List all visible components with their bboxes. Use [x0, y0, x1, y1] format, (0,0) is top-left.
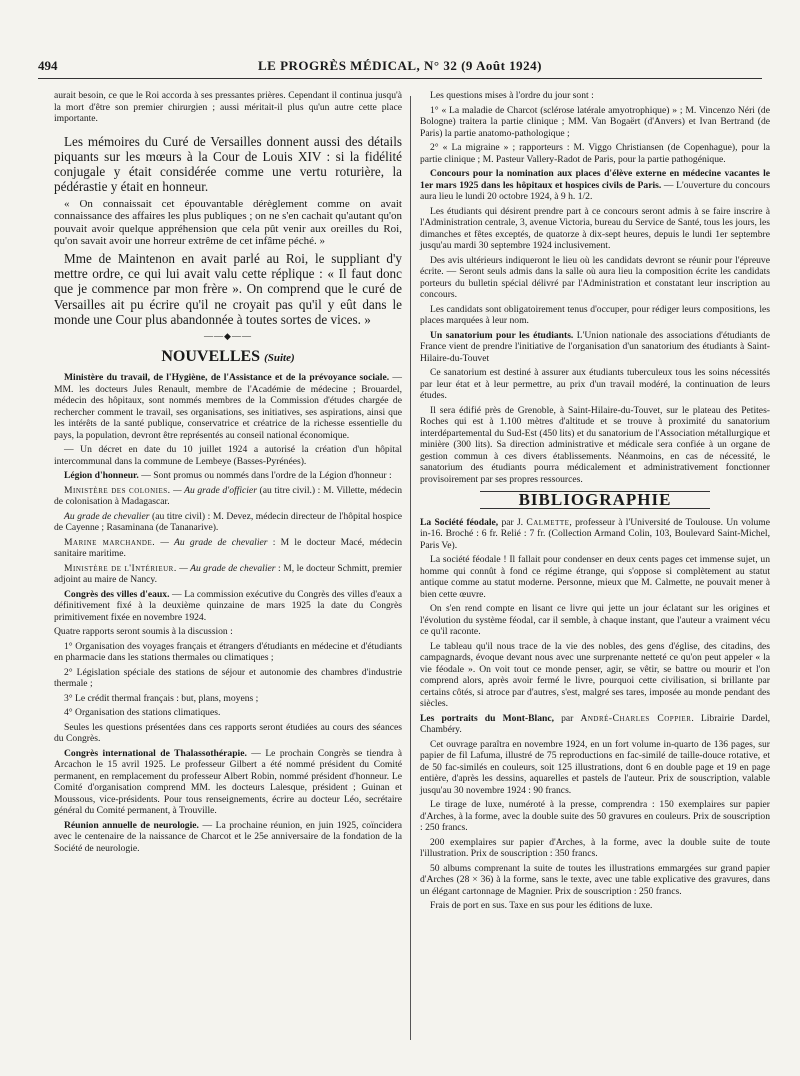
news-body: — La prochaine réunion, en juin 1925, coïncidera avec le centenaire de la naissance de Charcot et le 25e anniversaire de la fondation de la Société de neurologie.	[54, 819, 402, 854]
news-heading: Ministère du travail, de l'Hygiène, de l'Assistance et de la prévoyance sociale.	[64, 372, 390, 384]
news-item	[54, 563, 402, 586]
news-heading: Légion d'honneur.	[64, 470, 139, 482]
review-paragraph: Cet ouvrage paraîtra en novembre 1924, en un fort volume in-quarto de 136 pages, sur papier de fil Lafuma, illustré de 75 reproductions en fac-similé de taille-douce rotative, et de 50 fac-similés en couleurs, soit 125 illustrations, dont 6 en double page et 19 en page entière, d'après les dessins, aquarelles et pastels de l'auteur. Prix de souscription, valable jusqu'au 30 novembre 1924 : 90 francs.	[420, 738, 770, 796]
news-heading: Un sanatorium pour les étudiants.	[430, 329, 574, 341]
list-item: 2° Législation spéciale des stations de séjour et autonomie des chambres d'industrie thermale ;	[54, 666, 402, 690]
news-body: — Le prochain Congrès se tiendra à Arcachon le 15 avril 1925. Le professeur Gilbert a été nommé président du Comité permanent, en remplacement du professeur Albert Robin, nommé président d'honneur. Le Comité d'organisation comprend MM. les docteurs Lalesque, président ; Guinan et Moussous, vice-présidents. Pour tous renseignements, écrire au docteur Léo, secrétaire général du Comité permanent, à Trouville.	[54, 747, 402, 817]
news-heading: Congrès des villes d'eaux.	[64, 588, 170, 600]
book-title: Les portraits du Mont-Blanc,	[420, 712, 555, 724]
book-by: par J.	[498, 516, 527, 528]
ministry-label: Marine marchande.	[64, 536, 156, 548]
paragraph: Mme de Maintenon en avait parlé au Roi, le suppliant d'y mettre ordre, ce qui lui avait valu cette réplique : « Il faut donc que je commence par mon frère ». On comprend que le curé de Versailles ait pu écrire qu'il ne croyait pas qu'il y eût dans le monde une Cour plus abandonnée à toutes sortes de vices. »	[54, 250, 402, 327]
paragraph: Les candidats sont obligatoirement tenus d'occuper, pour rédiger leurs compositions, les places marquées à leur nom.	[420, 303, 770, 326]
ministry-label: Ministère des colonies.	[64, 484, 171, 496]
news-body: — MM. les docteurs Jules Renault, membre de l'Académie de médecine ; Brouardel, médecin des hôpitaux, sont nommés membres de la Commission d'études chargée de rechercher comment le travail, ses organisations, ses initiatives, ses aspirations, ainsi que les intérêts de la santé publique, conservatrice et créatrice de la richesse essentielle du pays, la population, devront être représentés au conseil national économique.	[54, 372, 402, 441]
news-item	[54, 511, 402, 534]
grade-label: — Au grade d'officier	[170, 484, 257, 496]
review-paragraph: 50 albums comprenant la suite de toutes les illustrations emmargées sur grand papier d'Arches (28 × 36) à la forme, sans le texte, avec une table explicative des gravures, dans un élégant cartonnage de Magnier. Prix de souscription : 250 francs.	[420, 862, 770, 897]
paragraph: Les questions mises à l'ordre du jour sont :	[430, 90, 594, 101]
news-heading: Congrès international de Thalassothérapie.	[64, 747, 247, 759]
column-divider	[410, 96, 411, 1040]
review-paragraph: Frais de port en sus. Taxe en sus pour les éditions de luxe.	[430, 900, 653, 911]
ornament-divider: ——◆——	[204, 331, 252, 342]
running-header	[38, 56, 762, 78]
review-paragraph: Le tableau qu'il nous trace de la vie des nobles, des gens d'église, des citadins, des campagnards, évoque devant nous avec une surprenante netteté ce qu'on peut appeler « la vie féodale ». On voit tout ce monde penser, agir, se vêtir, se battre ou mourir et l'on comprend alors, après avoir fermé le livre, pourquoi cette civilisation, si brillante par certains côtés, si atroce par d'autres, s'est, malgré ses tares, imposée au monde pendant des siècles.	[420, 640, 770, 709]
news-body: — L'ouverture du concours aura lieu le lundi 20 octobre 1924, à 9 h. 1/2.	[420, 179, 771, 202]
grade-label: — Au grade de chevalier	[176, 562, 276, 574]
news-item	[54, 820, 402, 855]
news-body: : M le docteur Macé, médecin sanitaire maritime.	[54, 536, 403, 560]
page-number: 494	[38, 58, 58, 73]
book-by: par	[554, 712, 581, 724]
list-item: 4° Organisation des stations climatiques.	[64, 707, 221, 719]
paragraph: Des avis ultérieurs indiqueront le lieu où les candidats devront se réunir pour l'épreuve écrite. — Seront seuls admis dans la salle où aura lieu la composition écrite les candidats porteurs du bulletin spécial délivré par l'Administration et constatant leur inscription au concours.	[420, 254, 770, 300]
ministry-label: Ministère de l'Intérieur.	[64, 562, 177, 574]
section-title-suffix: (Suite)	[264, 351, 295, 364]
review-paragraph: Le tirage de luxe, numéroté à la presse, comprendra : 150 exemplaires sur papier d'Arches, à la forme, avec la double suite des 50 gravures en couleurs. Prix de souscription : 250 francs.	[420, 799, 770, 833]
news-item	[420, 168, 770, 203]
review-paragraph: La société féodale ! Il fallait pour condenser en deux cents pages cet immense sujet, un homme qui connût à fond ce régime étrange, qui s'oppose si complètement au statut antique comme au statut moderne. Personne, mieux que M. Calmette, ne pouvait mener à bien cette œuvre.	[420, 554, 770, 600]
paragraph: Les mémoires du Curé de Versailles donnent aussi des détails piquants sur les mœurs à la Cour de Louis XIV : si la fidélité conjugale y était considérée comme une vertu roturière, la pédérastie y était en honneur.	[54, 133, 402, 195]
book-details: , professeur à l'Université de Toulouse. Un volume in-16. Broché : 6 fr. Relié : 7 fr. (Collection Armand Colin, 103, Boulevard Saint-Michel, Paris Ve).	[420, 516, 770, 551]
paragraph: Ce sanatorium est destiné à assurer aux étudiants tuberculeux tous les soins nécessités par leur état et à leur permettre, au prix d'un travail modéré, la continuation de leurs études.	[420, 367, 770, 401]
list-item: 3° Le crédit thermal français : but, plans, moyens ;	[64, 692, 259, 704]
book-author: André-Charles Coppier	[580, 712, 692, 724]
section-title-text: NOUVELLES	[161, 347, 261, 365]
grade-label: Au grade de chevalier	[64, 510, 150, 522]
news-item	[54, 537, 402, 560]
news-item	[54, 589, 402, 624]
news-item	[54, 470, 402, 482]
news-item	[54, 748, 402, 817]
section-title-nouvelles	[54, 347, 402, 365]
news-body: — La commission exécutive du Congrès des villes d'eaux a définitivement fixé à la deuxième quinzaine de mars 1925 la date du Congrès primitivement fixée en novembre 1924.	[54, 588, 402, 623]
book-details: . Librairie Dardel, Chambéry.	[420, 712, 771, 735]
news-body: — Sont promus ou nommés dans l'ordre de la Légion d'honneur :	[138, 470, 392, 482]
left-column	[54, 90, 402, 857]
right-column	[420, 90, 770, 915]
list-intro: Quatre rapports seront soumis à la discussion :	[54, 626, 233, 638]
list-item: 1° Organisation des voyages français et étrangers d'étudiants en médecine et d'étudiants en pharmacie dans les stations thermales ou climatiques ;	[54, 640, 402, 664]
book-author: Calmette	[526, 516, 570, 528]
paragraph: Seules les questions présentées dans ces rapports seront étudiées au cours des séances du Congrès.	[54, 721, 402, 745]
news-body: (au titre civil) : M. Devez, médecin directeur de l'hôpital hospice de Cayenne ; Rasaminana (de Tananarive).	[54, 510, 402, 534]
section-title-bibliographie: BIBLIOGRAPHIE	[480, 491, 710, 509]
news-body: L'Union nationale des associations d'étudiants de France vient de prendre l'initiative de l'organisation d'un sanatorium des étudiants à Saint-Hilaire-du-Touvet	[420, 329, 770, 364]
paragraph: aurait besoin, ce que le Roi accorda à ses pressantes prières. Cependant il continua jusqu'à la mort d'être son premier chirurgien ; aussi méritait-il plus qu'un autre cette place importante.	[54, 90, 402, 124]
news-item: — Un décret en date du 10 juillet 1924 a autorisé la création d'un hôpital intercommunal dans la commune de Lembeye (Basses-Pyrénées).	[54, 444, 402, 467]
book-entry	[420, 713, 770, 736]
news-heading: Réunion annuelle de neurologie.	[64, 819, 199, 831]
paragraph: « On connaissait cet épouvantable dérèglement comme on avait connaissance des affaires les plus publiques ; on ne s'en cachait qu'autant qu'on pouvait avoir quelque appréhension que cela pût venir aux oreilles du Roi, qu'on savait avoir une horreur extrême de cet infâme péché. »	[54, 197, 402, 248]
header-rule	[38, 78, 762, 79]
grade-label: — Au grade de chevalier	[155, 536, 268, 548]
news-body: (au titre civil.) : M. Villette, médecin de colonisation à Madagascar.	[54, 484, 402, 508]
running-title: LE PROGRÈS MÉDICAL, N° 32 (9 Août 1924)	[258, 58, 542, 73]
list-item: 1° « La maladie de Charcot (sclérose latérale amyotrophique) » ; M. Vincenzo Néri (de Bologne) traitera la partie clinique ; MM. Van Bogaërt (d'Anvers) et Ivan Bertrand (de Paris) la partie anatomo-pathologique ;	[420, 104, 770, 139]
paragraph: Il sera édifié près de Grenoble, à Saint-Hilaire-du-Touvet, sur le plateau des Petites-Roches qui est à 1.100 mètres d'altitude et se trouve à proximité du sanatorium interdépartemental du Sud-Est (450 lits) et du sanatorium de l'Association métallurgique et minière (300 lits). Sa direction administrative et médicale sera confiée à un organe de gestion commun à ces divers établissements. Néanmoins, en cas de nécessité, le sanatorium des étudiants pourra médicalement et administrativement fonctionner provisoirement par ses propres ressources.	[420, 404, 770, 485]
paragraph: Les étudiants qui désirent prendre part à ce concours seront admis à se faire inscrire à l'Administration centrale, 3, avenue Victoria, bureau du Service de Santé, tous les jours, les dimanches et fêtes exceptés, de quatorze à dix-sept heures, depuis le lundi 1er septembre jusqu'au mardi 30 septembre 1924 inclusivement.	[420, 205, 770, 251]
list-item: 2° « La migraine » ; rapporteurs : M. Viggo Christiansen (de Copenhague), pour la partie clinique ; M. Pasteur Vallery-Radot de Paris, pour la partie pathogénique.	[420, 142, 770, 165]
review-paragraph: 200 exemplaires sur papier d'Arches, à la forme, avec la double suite de toute l'illustration. Prix de souscription : 350 francs.	[420, 836, 770, 859]
news-item	[54, 372, 402, 441]
book-entry	[420, 517, 770, 552]
book-title: La Société féodale,	[420, 516, 499, 528]
review-paragraph: On s'en rend compte en lisant ce livre qui jette un jour éclatant sur les origines et l'évolution du système féodal, car il semble, à chaque instant, que l'auteur a vraiment vécu ce qu'il raconte.	[420, 603, 770, 637]
news-item	[54, 485, 402, 508]
news-body: : M, le docteur Schmitt, premier adjoint au maire de Nancy.	[54, 562, 402, 586]
news-item	[420, 330, 770, 365]
news-heading: Concours pour la nomination aux places d'élève externe en médecine vacantes le 1er mars 1925 dans les hôpitaux et hospices civils de Paris.	[420, 168, 770, 191]
